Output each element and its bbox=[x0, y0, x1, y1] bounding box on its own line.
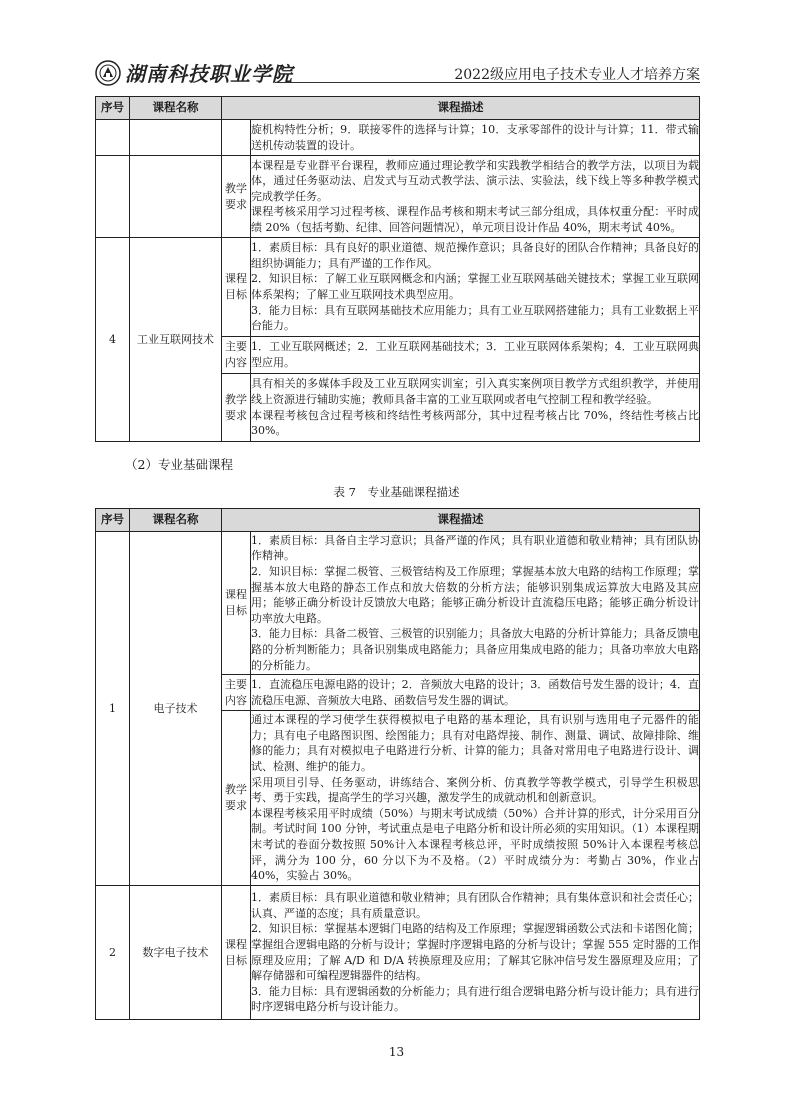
course-name: 数字电子技术 bbox=[130, 886, 222, 1020]
table-cell-no bbox=[96, 156, 130, 238]
col-header-desc: 课程描述 bbox=[222, 509, 700, 532]
row-label-requirements: 教学要求 bbox=[222, 374, 251, 442]
table-caption: 表 7 专业基础课程描述 bbox=[333, 485, 460, 499]
school-logo-group bbox=[95, 58, 293, 87]
row-label-goals: 课程目标 bbox=[222, 238, 251, 337]
row-label bbox=[222, 120, 251, 156]
school-name-logo: 湖南科技职业学院 bbox=[125, 62, 293, 86]
col-header-no: 序号 bbox=[96, 97, 130, 120]
col-header-name: 课程名称 bbox=[130, 97, 222, 120]
col-header-desc: 课程描述 bbox=[222, 97, 700, 120]
course-number: 1 bbox=[96, 532, 130, 886]
course-name: 工业互联网技术 bbox=[130, 238, 222, 442]
requirements-text: 具有相关的多媒体手段及工业互联网实训室；引入真实案例项目教学方式组织教学，并使用线上资源进行辅助实施；教师具备丰富的工业互联网或者电气控制工程和教学经验。 本课程考核包含过程考核和终结性考核两部分，其中过程考核占比 70%，终结性考核占比 30%。 bbox=[251, 374, 700, 442]
course-number: 4 bbox=[96, 238, 130, 442]
requirements-text: 本课程是专业群平台课程，教师应通过理论教学和实践教学相结合的教学方法，以项目为载体，通过任务驱动法、启发式与互动式教学法、演示法、实验法，线下线上等多种教学模式完成教学任务。 课程考核采用学习过程考核、课程作品考核和期末考试三部分组成，具体权重分配：平时成绩 20%（包括考勤、纪律、回答问题情况），单元项目设计作品 40%，期末考试 40%。 bbox=[251, 156, 700, 238]
section-heading: （2）专业基础课程 bbox=[125, 457, 233, 472]
row-label-content: 主要内容 bbox=[222, 337, 251, 374]
row-label-requirements: 教学要求 bbox=[222, 156, 251, 238]
requirements-text: 通过本课程的学习使学生获得模拟电子电路的基本理论，具有识别与选用电子元器件的能力；具有电子电路图识图、绘图能力；具有对电路焊接、制作、测量、调试、故障排除、维修的能力；具有对模拟电子电路进行分析、计算的能力；具备对常用电子电路进行设计、调试、检测、维护的能力。 采用项目引导、任务驱动，讲练结合、案例分析、仿真教学等教学模式，引导学生积极思考、勇于实践，提高学生的学习兴趣，激发学生的成就动机和创新意识。 本课程考核采用平时成绩（50%）与期末考试成绩（50%）合并计算的形式，计分采用百分制。考试时间 100 分钟，考试重点是电子电路分析和设计所必须的实用知识。（1）本课程期末考试的卷面分数按照 50%计入本课程考核总评，平时成绩按照 50%计入本课程考核总评，满分为 100 分，60 分以下为不及格。（2）平时成绩分为：考勤占 30%，作业占 40%，实验占 30%。 bbox=[251, 711, 700, 886]
row-label-requirements: 教学要求 bbox=[222, 711, 251, 886]
course-goal-text: 旋机构特性分析；9．联接零件的选择与计算；10．支承零部件的设计与计算；11．带式输送机传动装置的设计。 bbox=[251, 120, 700, 156]
goals-text: 1．素质目标：具备自主学习意识；具备严谨的作风；具有职业道德和敬业精神；具有团队协作精神。 2．知识目标：掌握二极管、三极管结构及工作原理；掌握基本放大电路的结构工作原理；掌握基本放大电路的静态工作点和放大倍数的分析方法；能够识别集成运算放大电路及其应用；能够正确分析设计反馈放大电路；能够正确分析设计直流稳压电路；能够正确分析设计功率放大电路。 3．能力目标：具备二极管、三极管的识别能力；具备放大电路的分析计算能力；具备反馈电路的分析判断能力；具备识别集成电路能力；具备应用集成电路的能力；具备功率放大电路的分析能力。 bbox=[251, 532, 700, 675]
row-label-goals: 课程目标 bbox=[222, 886, 251, 1020]
basic-course-table bbox=[95, 508, 700, 1020]
table-cell-no bbox=[96, 120, 130, 156]
page-header bbox=[95, 58, 700, 92]
school-emblem-icon bbox=[95, 60, 121, 86]
content-text: 1．直流稳压电源电路的设计；2．音频放大电路的设计；3．函数信号发生器的设计；4．直流稳压电源、音频放大电路、函数信号发生器的调试。 bbox=[251, 675, 700, 711]
course-number: 2 bbox=[96, 886, 130, 1020]
goals-text: 1．素质目标：具有良好的职业道德、规范操作意识；具备良好的团队合作精神；具备良好的组织协调能力；具有严谨的工作作风。 2．知识目标：了解工业互联网概念和内涵；掌握工业互联网基础关键技术；掌握工业互联网体系架构；了解工业互联网技术典型应用。 3．能力目标：具有互联网基础技术应用能力；具有工业互联网搭建能力；具有工业数据上平台能力。 bbox=[251, 238, 700, 337]
col-header-no: 序号 bbox=[96, 509, 130, 532]
page-number: 13 bbox=[388, 1045, 405, 1059]
col-header-name: 课程名称 bbox=[130, 509, 222, 532]
course-name: 电子技术 bbox=[130, 532, 222, 886]
row-label-content: 主要内容 bbox=[222, 675, 251, 711]
goals-text: 1．素质目标：具有职业道德和敬业精神；具有团队合作精神；具有集体意识和社会责任心；认真、严谨的态度；具有质量意识。 2．知识目标：掌握基本逻辑门电路的结构及工作原理；掌握逻辑函数公式法和卡诺图化简；掌握组合逻辑电路的分析与设计；掌握时序逻辑电路的分析与设计；掌握 555 定时器的工作原理及应用；了解 A/D 和 D/A 转换原理及应用；了解其它脉冲信号发生器原理及应用；了解存储器和可编程逻辑器件的结构。 3．能力目标：具有逻辑函数的分析能力；具有进行组合逻辑电路分析与设计能力；具有进行时序逻辑电路分析与设计能力。 bbox=[251, 886, 700, 1020]
table-cell-name bbox=[130, 156, 222, 238]
course-table-continued bbox=[95, 96, 700, 442]
document-title: 2022级应用电子技术专业人才培养方案 bbox=[454, 67, 700, 83]
header-rule bbox=[275, 82, 700, 83]
content-text: 1．工业互联网概述；2．工业互联网基础技术；3．工业互联网体系架构；4．工业互联网典型应用。 bbox=[251, 337, 700, 374]
row-label-goals: 课程目标 bbox=[222, 532, 251, 675]
table-cell-name bbox=[130, 120, 222, 156]
